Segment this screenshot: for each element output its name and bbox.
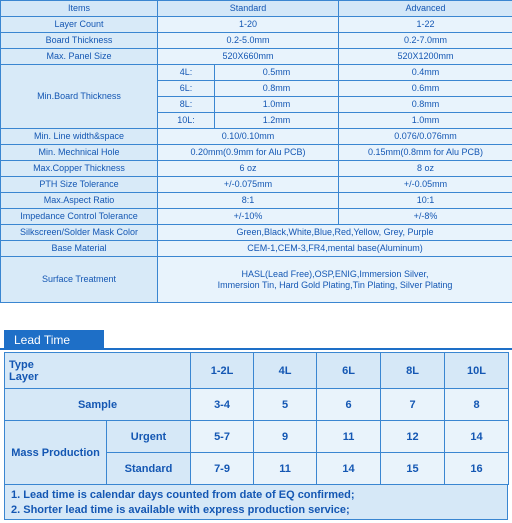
capability-header-row bbox=[1, 1, 512, 17]
row-advanced: 0.2-7.0mm bbox=[339, 33, 512, 49]
row-standard: 0.10/0.10mm bbox=[158, 129, 339, 145]
lead-time-title: Lead Time bbox=[4, 330, 104, 350]
header-advanced: Advanced bbox=[339, 1, 512, 17]
table-row bbox=[1, 33, 512, 49]
row-label: Max.Aspect Ratio bbox=[1, 193, 158, 209]
row-value: Green,Black,White,Blue,Red,Yellow, Grey, Purple bbox=[158, 225, 512, 241]
row-standard: 0.20mm(0.9mm for Alu PCB) bbox=[158, 145, 339, 161]
urgent-value: 11 bbox=[317, 421, 381, 453]
header-standard: Standard bbox=[158, 1, 339, 17]
standard-value: 11 bbox=[254, 453, 317, 485]
table-row bbox=[1, 241, 512, 257]
row-standard: 1-20 bbox=[158, 17, 339, 33]
table-row bbox=[5, 389, 509, 421]
row-standard: 8:1 bbox=[158, 193, 339, 209]
row-standard: 520X660mm bbox=[158, 49, 339, 65]
min-board-thickness-label: Min.Board Thickness bbox=[1, 65, 158, 129]
note-item: 2. Shorter lead time is available with express production service; bbox=[11, 504, 350, 516]
row-standard: 1.0mm bbox=[215, 97, 339, 113]
table-row bbox=[5, 421, 509, 453]
table-row bbox=[1, 193, 512, 209]
standard-value: 7-9 bbox=[191, 453, 254, 485]
layer-header: 1-2L bbox=[191, 353, 254, 389]
type-layer-cell bbox=[5, 353, 191, 389]
layer-label: 4L: bbox=[158, 65, 215, 81]
type-label: Type bbox=[9, 358, 34, 371]
row-advanced: 0.6mm bbox=[339, 81, 512, 97]
row-label: Max. Panel Size bbox=[1, 49, 158, 65]
row-advanced: 520X1200mm bbox=[339, 49, 512, 65]
table-row bbox=[1, 145, 512, 161]
row-advanced: 10:1 bbox=[339, 193, 512, 209]
row-standard: 0.8mm bbox=[215, 81, 339, 97]
row-standard: +/-10% bbox=[158, 209, 339, 225]
row-value: CEM-1,CEM-3,FR4,mental base(Aluminum) bbox=[158, 241, 512, 257]
row-standard: 0.2-5.0mm bbox=[158, 33, 339, 49]
lead-time-notes bbox=[4, 484, 508, 520]
row-standard: 6 oz bbox=[158, 161, 339, 177]
row-label: Impedance Control Tolerance bbox=[1, 209, 158, 225]
row-label: PTH Size Tolerance bbox=[1, 177, 158, 193]
table-row bbox=[1, 17, 512, 33]
row-label: Layer Count bbox=[1, 17, 158, 33]
surface-line-2: Immersion Tin, Hard Gold Plating,Tin Plating, Silver Plating bbox=[217, 279, 453, 290]
urgent-value: 12 bbox=[381, 421, 445, 453]
row-label: Board Thickness bbox=[1, 33, 158, 49]
table-row bbox=[1, 257, 512, 303]
lead-time-table bbox=[4, 352, 509, 485]
table-row bbox=[1, 161, 512, 177]
sample-value: 7 bbox=[381, 389, 445, 421]
layer-header: 6L bbox=[317, 353, 381, 389]
surface-line-1: HASL(Lead Free),OSP,ENIG,Immersion Silver, bbox=[241, 268, 429, 279]
row-advanced: +/-0.05mm bbox=[339, 177, 512, 193]
standard-value: 14 bbox=[317, 453, 381, 485]
row-label: Surface Treatment bbox=[1, 257, 158, 303]
row-advanced: 1-22 bbox=[339, 17, 512, 33]
row-advanced: 0.8mm bbox=[339, 97, 512, 113]
urgent-label: Urgent bbox=[107, 421, 191, 453]
layer-label: 6L: bbox=[158, 81, 215, 97]
standard-value: 15 bbox=[381, 453, 445, 485]
row-advanced: +/-8% bbox=[339, 209, 512, 225]
row-standard: +/-0.075mm bbox=[158, 177, 339, 193]
lead-time-header-bar bbox=[0, 330, 512, 350]
row-advanced: 8 oz bbox=[339, 161, 512, 177]
table-row bbox=[1, 129, 512, 145]
layer-header: 10L bbox=[445, 353, 509, 389]
sample-label: Sample bbox=[5, 389, 191, 421]
layer-label: 8L: bbox=[158, 97, 215, 113]
urgent-value: 5-7 bbox=[191, 421, 254, 453]
layer-header: 4L bbox=[254, 353, 317, 389]
layer-label: Layer bbox=[9, 370, 39, 383]
layer-header: 8L bbox=[381, 353, 445, 389]
urgent-value: 14 bbox=[445, 421, 509, 453]
sample-value: 3-4 bbox=[191, 389, 254, 421]
row-advanced: 1.0mm bbox=[339, 113, 512, 129]
row-standard: 0.5mm bbox=[215, 65, 339, 81]
row-label: Min. Mechnical Hole bbox=[1, 145, 158, 161]
row-advanced: 0.15mm(0.8mm for Alu PCB) bbox=[339, 145, 512, 161]
table-row bbox=[1, 225, 512, 241]
row-label: Base Material bbox=[1, 241, 158, 257]
sample-value: 8 bbox=[445, 389, 509, 421]
table-row bbox=[1, 177, 512, 193]
standard-label: Standard bbox=[107, 453, 191, 485]
table-row bbox=[1, 209, 512, 225]
layer-label: 10L: bbox=[158, 113, 215, 129]
row-label: Min. Line width&space bbox=[1, 129, 158, 145]
mass-production-label: Mass Production bbox=[5, 421, 107, 485]
sample-value: 5 bbox=[254, 389, 317, 421]
row-standard: 1.2mm bbox=[215, 113, 339, 129]
table-row bbox=[1, 65, 512, 81]
row-advanced: 0.4mm bbox=[339, 65, 512, 81]
standard-value: 16 bbox=[445, 453, 509, 485]
sample-value: 6 bbox=[317, 389, 381, 421]
note-item: 1. Lead time is calendar days counted from date of EQ confirmed; bbox=[11, 489, 355, 501]
urgent-value: 9 bbox=[254, 421, 317, 453]
table-row bbox=[1, 49, 512, 65]
lead-time-header-row bbox=[5, 353, 509, 389]
row-label: Silkscreen/Solder Mask Color bbox=[1, 225, 158, 241]
row-label: Max.Copper Thickness bbox=[1, 161, 158, 177]
header-items: Items bbox=[1, 1, 158, 17]
row-advanced: 0.076/0.076mm bbox=[339, 129, 512, 145]
surface-treatment-value bbox=[158, 257, 512, 303]
